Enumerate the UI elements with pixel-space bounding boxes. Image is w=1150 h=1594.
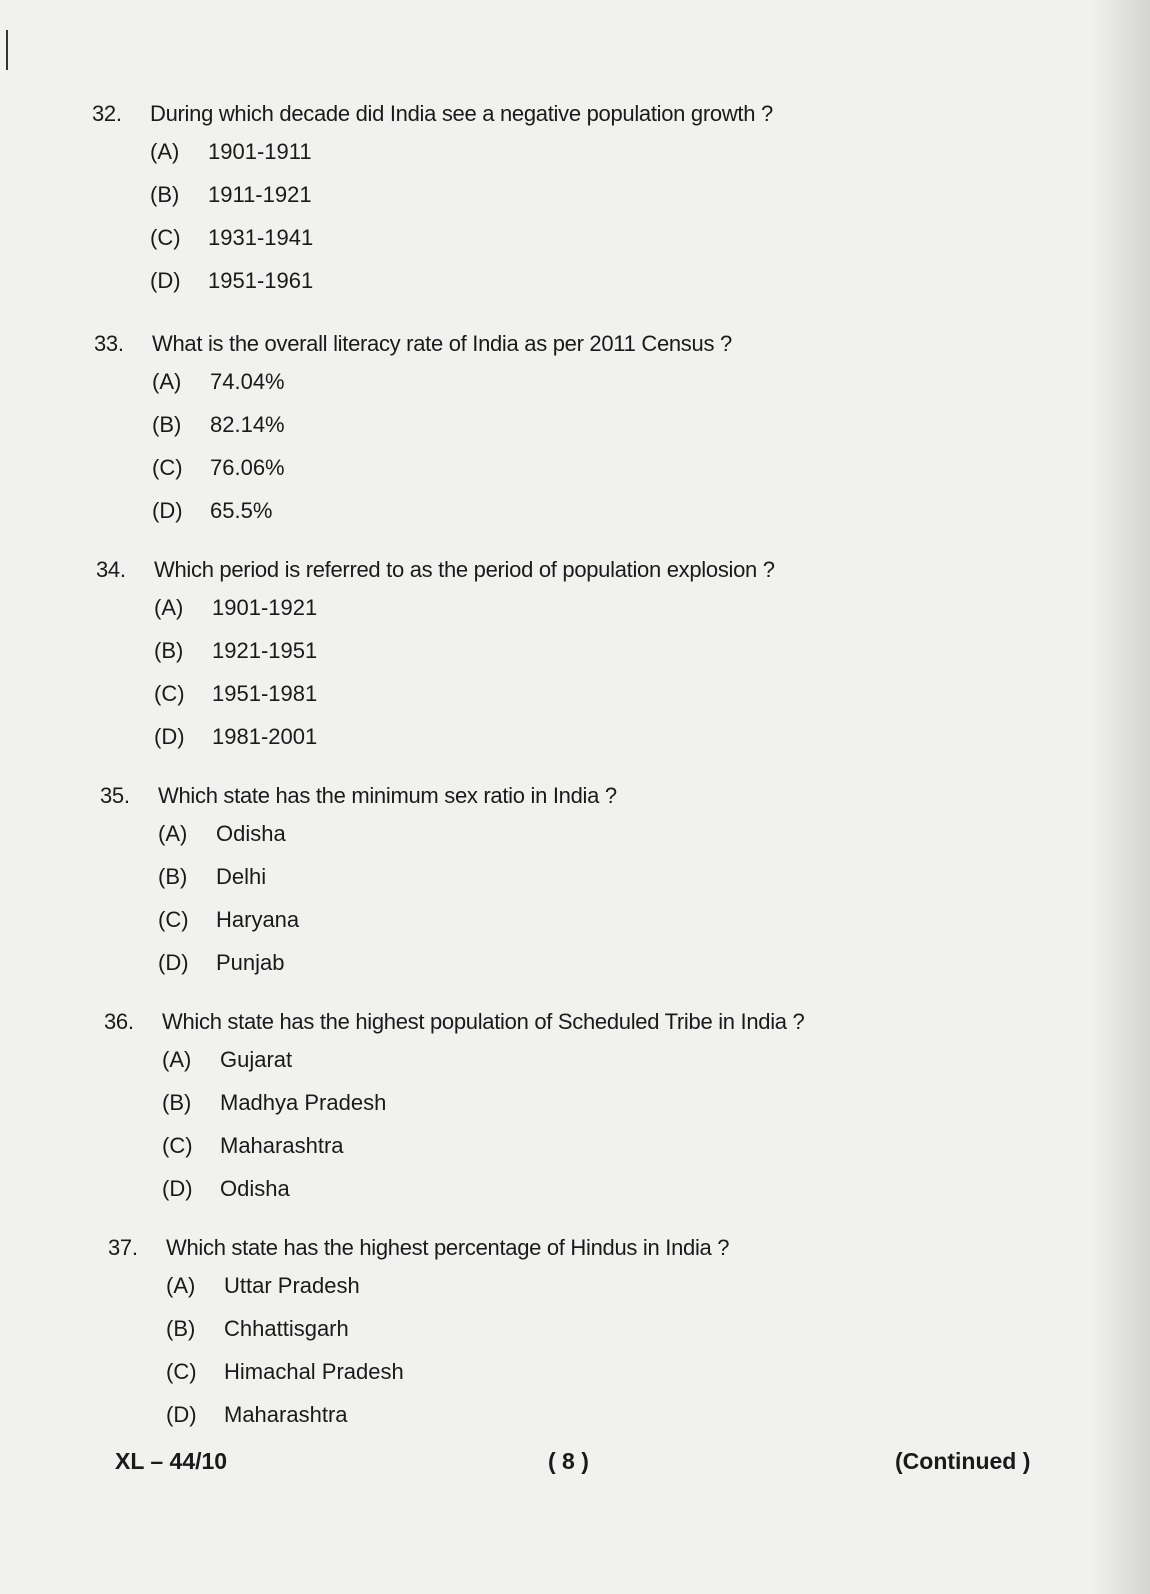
- option-c: [158, 906, 1000, 949]
- option-text: Haryana: [216, 907, 300, 932]
- option-b: [158, 863, 1000, 906]
- question-text: Which state has the highest population of Scheduled Tribe in India ?: [162, 1009, 805, 1034]
- option-text: Madhya Pradesh: [220, 1090, 387, 1115]
- option-b: [162, 1089, 1004, 1132]
- option-d: [150, 267, 992, 310]
- option-label: (C): [158, 907, 189, 932]
- option-text: 74.04%: [210, 369, 285, 394]
- option-label: (A): [150, 139, 180, 164]
- option-label: (D): [158, 950, 189, 975]
- scan-mark: [6, 30, 8, 70]
- question-number: 37.: [108, 1235, 138, 1260]
- option-text: 1901-1921: [212, 595, 318, 620]
- question-number: 36.: [104, 1009, 134, 1034]
- option-text: 1981-2001: [212, 724, 318, 749]
- option-label: (B): [150, 182, 180, 207]
- option-d: [162, 1175, 1004, 1218]
- page-number: ( 8 ): [548, 1448, 589, 1474]
- option-a: [166, 1272, 1008, 1315]
- option-b: [154, 637, 996, 680]
- option-label: (A): [166, 1273, 196, 1298]
- option-text: 1921-1951: [212, 638, 318, 663]
- option-text: Chhattisgarh: [224, 1316, 349, 1341]
- option-a: [154, 594, 996, 637]
- option-label: (D): [162, 1176, 193, 1201]
- option-d: [158, 949, 1000, 992]
- option-label: (B): [158, 864, 188, 889]
- question-number: 35.: [100, 783, 130, 808]
- question-36: [104, 1008, 1004, 1218]
- option-b: [150, 181, 992, 224]
- option-text: Maharashtra: [224, 1402, 348, 1427]
- option-text: Himachal Pradesh: [224, 1359, 404, 1384]
- option-label: (B): [154, 638, 184, 663]
- question-text: What is the overall literacy rate of India as per 2011 Census ?: [152, 331, 732, 356]
- option-d: [152, 497, 994, 540]
- option-label: (C): [166, 1359, 197, 1384]
- question-text: Which state has the minimum sex ratio in India ?: [158, 783, 617, 808]
- option-label: (D): [152, 498, 183, 523]
- option-label: (A): [154, 595, 184, 620]
- page-footer: [0, 1448, 1150, 1478]
- option-c: [162, 1132, 1004, 1175]
- option-text: 1951-1981: [212, 681, 318, 706]
- option-text: Odisha: [220, 1176, 290, 1201]
- option-text: 82.14%: [210, 412, 285, 437]
- option-text: 1931-1941: [208, 225, 314, 250]
- option-a: [158, 820, 1000, 863]
- question-text: Which state has the highest percentage of Hindus in India ?: [166, 1235, 730, 1260]
- option-a: [162, 1046, 1004, 1089]
- option-text: 1901-1911: [208, 139, 312, 164]
- question-number: 32.: [92, 101, 122, 126]
- option-label: (B): [166, 1316, 196, 1341]
- booklet-code: XL – 44/10: [115, 1448, 228, 1474]
- option-label: (A): [162, 1047, 192, 1072]
- question-text: Which period is referred to as the period of population explosion ?: [154, 557, 775, 582]
- option-label: (B): [162, 1090, 192, 1115]
- option-text: Uttar Pradesh: [224, 1273, 360, 1298]
- option-label: (D): [154, 724, 185, 749]
- option-label: (C): [154, 681, 185, 706]
- option-text: Odisha: [216, 821, 286, 846]
- option-label: (C): [150, 225, 181, 250]
- question-34: [96, 556, 996, 766]
- option-label: (A): [158, 821, 188, 846]
- option-text: Gujarat: [220, 1047, 293, 1072]
- question-37: [108, 1234, 1008, 1444]
- option-label: (C): [162, 1133, 193, 1158]
- option-c: [154, 680, 996, 723]
- option-b: [152, 411, 994, 454]
- question-number: 33.: [94, 331, 124, 356]
- option-c: [152, 454, 994, 497]
- option-label: (D): [150, 268, 181, 293]
- option-d: [154, 723, 996, 766]
- option-text: 65.5%: [210, 498, 273, 523]
- question-text: During which decade did India see a negative population growth ?: [150, 101, 773, 126]
- option-label: (D): [166, 1402, 197, 1427]
- option-text: Maharashtra: [220, 1133, 344, 1158]
- option-a: [152, 368, 994, 411]
- option-text: 1951-1961: [208, 268, 314, 293]
- option-text: Punjab: [216, 950, 285, 975]
- continued-label: (Continued ): [895, 1448, 1031, 1474]
- option-c: [150, 224, 992, 267]
- option-b: [166, 1315, 1008, 1358]
- option-text: 1911-1921: [208, 182, 312, 207]
- option-c: [166, 1358, 1008, 1401]
- option-label: (A): [152, 369, 182, 394]
- option-label: (C): [152, 455, 183, 480]
- option-text: 76.06%: [210, 455, 285, 480]
- page-edge-shadow: [1090, 0, 1150, 1594]
- option-a: [150, 138, 992, 181]
- question-number: 34.: [96, 557, 126, 582]
- question-35: [100, 782, 1000, 992]
- option-d: [166, 1401, 1008, 1444]
- question-33: [94, 330, 994, 540]
- question-32: [92, 100, 992, 310]
- option-text: Delhi: [216, 864, 267, 889]
- option-label: (B): [152, 412, 182, 437]
